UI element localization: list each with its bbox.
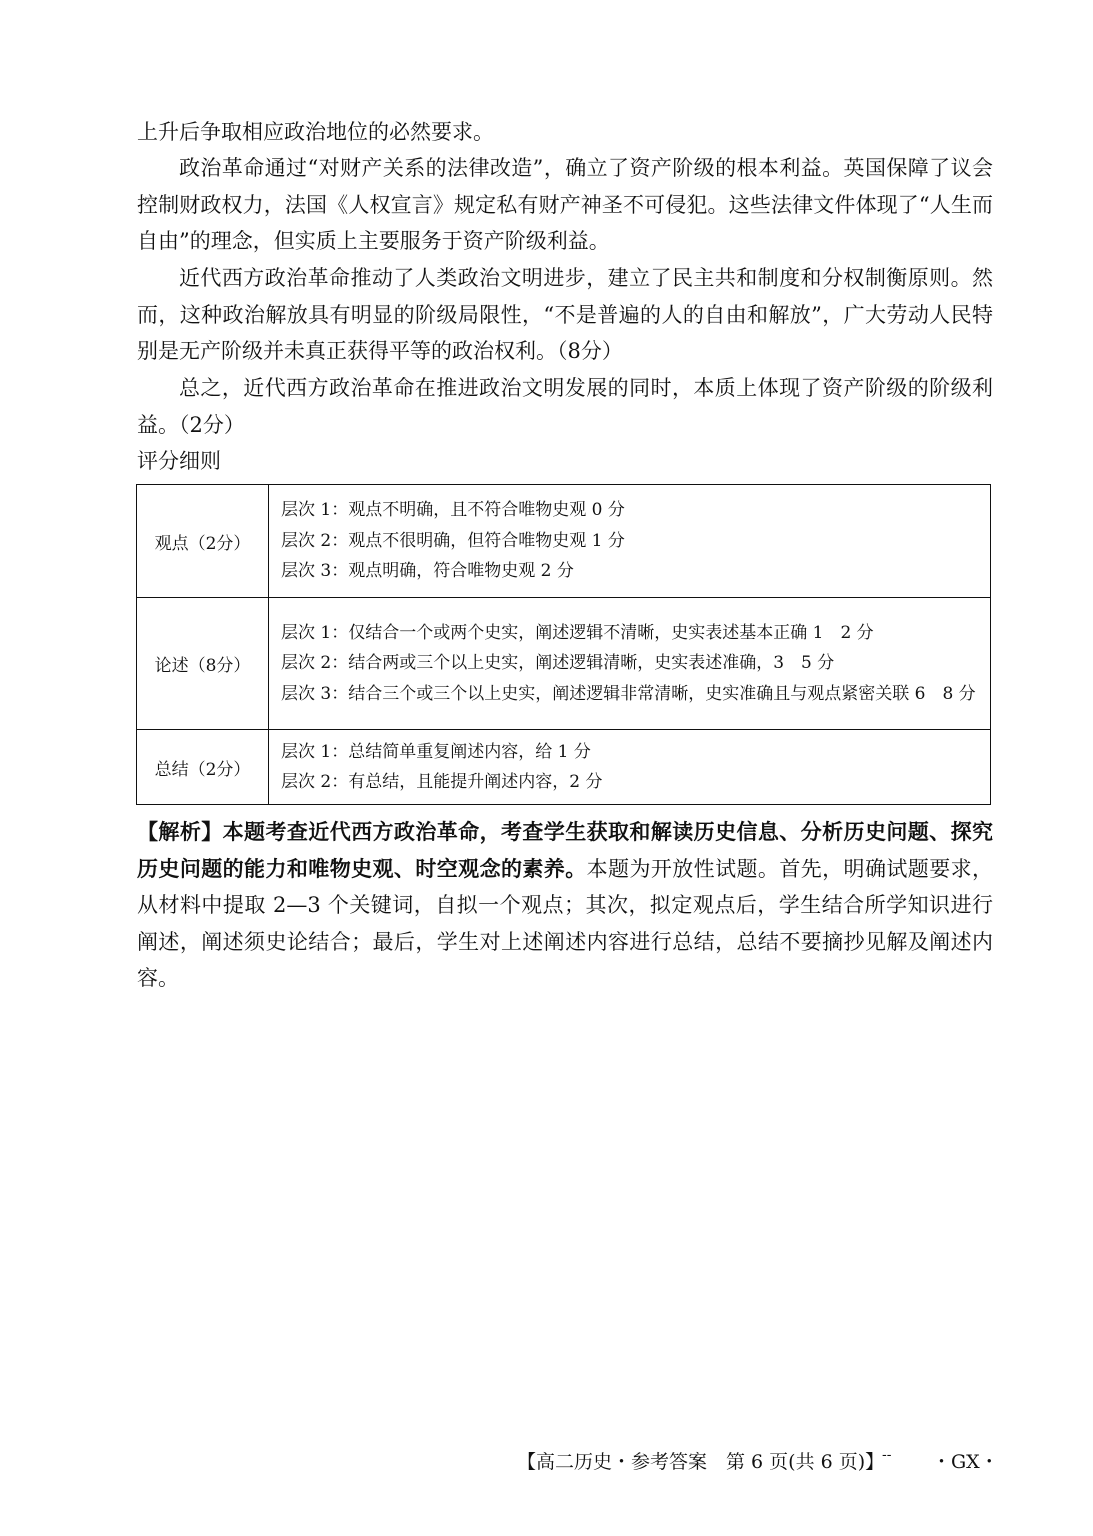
rubric-category: 总结（2分） — [137, 730, 269, 805]
analysis-text: 本题为开放性试题。首先，明确试题要求，从材料中提取 2—3 个关键词，自拟一个观点；其次，拟定观点后，学生结合所学知识进行阐述，阐述须史论结合；最后，学生对上述阐述内容进行总结，总结不要摘抄见解及阐述内容。 — [137, 856, 994, 990]
page-footer: 【高二历史・参考答案 第 6 页(共 6 页)】 — [517, 1451, 885, 1473]
essay-paragraph-2: 近代西方政治革命推动了人类政治文明进步，建立了民主共和制度和分权制衡原则。然而，这种政治解放具有明显的阶级局限性，“不是普遍的人的自由和解放”，广大劳动人民特别是无产阶级并未真正获得平等的政治权利。（8分） — [137, 266, 993, 363]
essay-paragraph-1: 政治革命通过“对财产关系的法律改造”，确立了资产阶级的根本利益。英国保障了议会控制财政权力，法国《人权宣言》规定私有财产神圣不可侵犯。这些法律文件体现了“人生而自由”的理念，但实质上主要服务于资产阶级利益。 — [137, 156, 993, 253]
rubric-level: 层次 1：总结简单重复阐述内容，给 1 分 — [281, 741, 591, 762]
analysis-paragraph — [137, 814, 993, 997]
footer-code: ・GX・ — [932, 1451, 999, 1473]
rubric-levels — [269, 485, 991, 598]
rubric-levels — [269, 598, 991, 730]
rubric-level: 层次 1：观点不明确，且不符合唯物史观 0 分 — [281, 500, 625, 521]
rubric-table — [136, 484, 991, 805]
rubric-level: 层次 3：观点明确，符合唯物史观 2 分 — [281, 561, 574, 582]
rubric-row-summary — [137, 730, 991, 805]
rubric-level: 层次 1：仅结合一个或两个史实，阐述逻辑不清晰，史实表述基本正确 1 2 分 — [281, 622, 874, 643]
rubric-level: 层次 2：有总结，且能提升阐述内容，2 分 — [281, 772, 603, 792]
rubric-row-argument — [137, 598, 991, 730]
essay-paragraph-3: 总之，近代西方政治革命在推进政治文明发展的同时，本质上体现了资产阶级的阶级利益。（2分） — [137, 376, 993, 437]
essay-paragraph-0: 上升后争取相应政治地位的必然要求。 — [137, 120, 494, 144]
rubric-level: 层次 2：结合两或三个以上史实，阐述逻辑清晰，史实表述准确，3 5 分 — [281, 653, 835, 674]
rubric-level: 层次 2：观点不很明确，但符合唯物史观 1 分 — [281, 530, 625, 551]
rubric-level: 层次 3：结合三个或三个以上史实，阐述逻辑非常清晰，史实准确且与观点紧密关联 6 8 分 — [281, 683, 976, 704]
rubric-levels — [269, 730, 991, 805]
rubric-category: 论述（8分） — [137, 598, 269, 730]
footer-mark: -- — [882, 1447, 892, 1463]
rubric-row-viewpoint — [137, 485, 991, 598]
analysis-bold-text: 【解析】本题考查近代西方政治革命，考查学生获取和解读历史信息、分析历史问题、探究历史问题的能力和唯物史观、时空观念的素养。 — [137, 819, 993, 881]
rubric-heading: 评分细则 — [137, 449, 221, 473]
rubric-category: 观点（2分） — [137, 485, 269, 598]
